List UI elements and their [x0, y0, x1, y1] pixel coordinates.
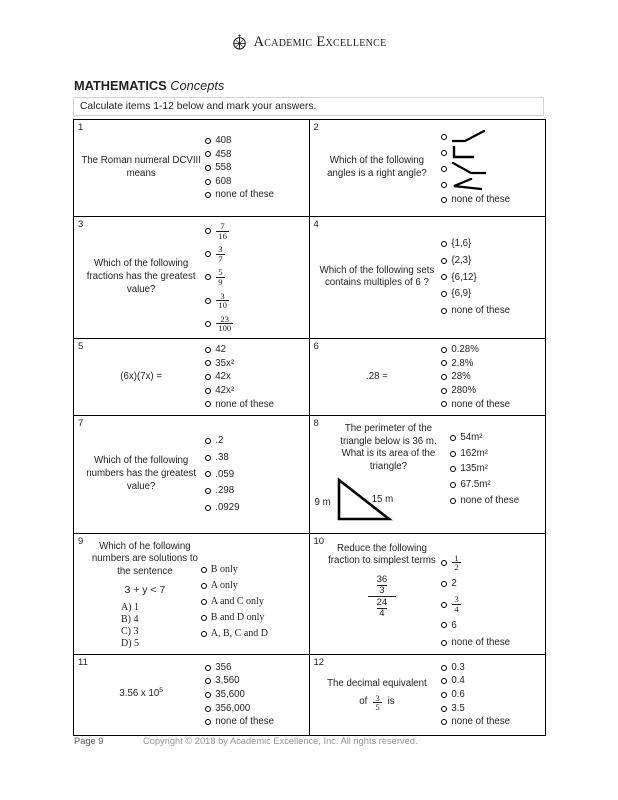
- option-item[interactable]: [441, 384, 541, 398]
- radio-icon[interactable]: [201, 567, 207, 573]
- option-item[interactable]: [441, 674, 541, 688]
- compass-emblem-icon: [231, 34, 248, 51]
- instruction-text: Calculate items 1-12 below and mark your answers.: [80, 101, 317, 112]
- option-item[interactable]: [450, 447, 541, 461]
- radio-icon[interactable]: [205, 401, 211, 407]
- option-label: 67.5m²: [460, 479, 491, 491]
- radio-icon[interactable]: [441, 291, 447, 297]
- option-item[interactable]: [441, 619, 541, 633]
- radio-icon[interactable]: [205, 321, 211, 327]
- radio-icon[interactable]: [205, 165, 211, 171]
- question-stem: The Roman numeral DCVIII means: [81, 155, 201, 179]
- option-item[interactable]: [441, 715, 541, 729]
- question-number: 5: [78, 340, 84, 352]
- option-item[interactable]: [205, 161, 304, 175]
- radio-icon[interactable]: [441, 640, 447, 646]
- option-label: 35x²: [215, 357, 235, 369]
- question-cell-2: [310, 120, 546, 216]
- question-cell-1: [74, 120, 310, 216]
- option-item[interactable]: [441, 193, 541, 207]
- option-item[interactable]: [450, 494, 541, 508]
- radio-icon[interactable]: [205, 706, 211, 712]
- radio-icon[interactable]: [441, 622, 447, 628]
- option-label: .0929: [215, 501, 240, 513]
- option-item[interactable]: [205, 148, 304, 162]
- option-label: 42x²: [215, 384, 235, 396]
- option-item[interactable]: [205, 370, 304, 384]
- options-list: [201, 541, 305, 641]
- option-label: none of these: [215, 716, 274, 728]
- option-item[interactable]: [205, 188, 304, 202]
- radio-icon[interactable]: [205, 719, 211, 725]
- question-expression: 3 + y < 7: [124, 584, 166, 597]
- option-label: none of these: [215, 189, 274, 201]
- radio-icon[interactable]: [441, 308, 447, 314]
- option-label: none of these: [451, 716, 511, 728]
- option-item[interactable]: [441, 237, 541, 251]
- option-item[interactable]: [205, 702, 304, 716]
- question-number: 4: [313, 219, 319, 230]
- radio-icon[interactable]: [441, 665, 447, 671]
- option-item[interactable]: [205, 221, 304, 241]
- radio-icon[interactable]: [441, 258, 447, 264]
- question-number: 2: [313, 122, 319, 133]
- radio-icon[interactable]: [205, 151, 211, 157]
- obtuse-angle-down-figure-icon: [451, 162, 487, 175]
- radio-icon[interactable]: [441, 347, 447, 353]
- option-item[interactable]: [201, 595, 305, 609]
- option-item[interactable]: [201, 627, 305, 641]
- option-item[interactable]: [205, 434, 304, 448]
- triangle-figure-row: [315, 476, 394, 529]
- options-list: [205, 434, 304, 514]
- choice-item: D) 5: [121, 637, 140, 649]
- question-stem: 3.56 x $10^5$: [119, 687, 163, 700]
- question-stem: Which of the following sets contains multiples of 6 ?: [319, 264, 435, 289]
- option-item[interactable]: [205, 661, 304, 675]
- radio-icon[interactable]: [205, 347, 211, 353]
- option-label: 0.3: [451, 661, 465, 673]
- copyright-text: Copyright © 2018 by Academic Excellence, Inc. All rights reserved.: [143, 736, 418, 746]
- radio-icon[interactable]: [205, 374, 211, 380]
- option-item[interactable]: [450, 431, 541, 445]
- instruction-bar: [73, 97, 544, 116]
- radio-icon[interactable]: [201, 599, 207, 605]
- option-item[interactable]: [201, 579, 305, 593]
- option-label: {6,9}: [451, 288, 472, 300]
- question-stem: Which of the following fractions has the greatest value?: [86, 258, 196, 295]
- option-item[interactable]: [205, 267, 304, 287]
- complex-fraction: [325, 575, 440, 618]
- option-item[interactable]: [441, 343, 541, 357]
- option-label: 458: [215, 148, 232, 160]
- fraction-option: $\frac{5}{9}$: [218, 267, 223, 287]
- question-number: 1: [78, 122, 84, 133]
- page-footer: [0, 736, 618, 750]
- radio-icon[interactable]: [201, 583, 207, 589]
- option-label: 356: [215, 661, 232, 673]
- question-row: [74, 120, 545, 217]
- radio-icon[interactable]: [205, 388, 211, 394]
- question-number: 12: [313, 656, 325, 668]
- brand-header: [0, 34, 618, 51]
- question-stem-of: of: [359, 696, 368, 708]
- option-item[interactable]: [205, 715, 304, 729]
- option-item[interactable]: [441, 287, 541, 301]
- option-label: 3,560: [215, 675, 240, 687]
- option-item[interactable]: [441, 129, 541, 144]
- radio-icon[interactable]: [450, 498, 456, 504]
- option-label: 558: [215, 162, 232, 174]
- option-label: 54m²: [460, 432, 483, 444]
- brand-name: Academic Excellence: [253, 34, 387, 50]
- question-figure-block: [315, 423, 449, 528]
- radio-icon[interactable]: [441, 134, 447, 140]
- question-number: 10: [313, 535, 325, 547]
- option-item[interactable]: [205, 134, 304, 148]
- question-row: [74, 655, 545, 735]
- option-item[interactable]: [450, 478, 541, 492]
- option-item[interactable]: [441, 145, 541, 160]
- option-item[interactable]: [441, 553, 541, 573]
- radio-icon[interactable]: [441, 150, 447, 156]
- option-label: .2: [215, 435, 224, 447]
- radio-icon[interactable]: [441, 706, 447, 712]
- radio-icon[interactable]: [441, 678, 447, 684]
- question-cell-6: [310, 339, 546, 415]
- page-number-label: Page 9: [74, 736, 104, 746]
- radio-icon[interactable]: [441, 182, 447, 188]
- subject-label: MATHEMATICS: [74, 78, 167, 93]
- option-item[interactable]: [441, 398, 541, 412]
- radio-icon[interactable]: [450, 482, 456, 488]
- option-item[interactable]: [205, 398, 304, 412]
- obtuse-angle-up-figure-icon: [451, 130, 487, 143]
- option-label: {2,3}: [451, 255, 472, 266]
- option-label: 0.4: [451, 675, 465, 687]
- choice-item: B) 4: [121, 614, 139, 626]
- question-stem-line1: The decimal equivalent: [327, 677, 427, 689]
- fraction-option: $\frac{3}{4}$: [454, 594, 459, 614]
- option-label: 28%: [451, 371, 471, 383]
- question-stem: Reduce the following fraction to simplest terms: [328, 542, 436, 567]
- radio-icon[interactable]: [205, 179, 211, 185]
- fraction-option: $\frac{23}{100}$: [218, 313, 232, 334]
- option-label: .38: [215, 451, 229, 463]
- radio-icon[interactable]: [450, 466, 456, 472]
- question-stem: The perimeter of the triangle below is 36 m. What is its area of the triangle?: [340, 423, 437, 472]
- question-row: [74, 534, 545, 655]
- option-item[interactable]: [441, 177, 541, 192]
- question-cell-11: [74, 655, 310, 735]
- option-label: 408: [215, 134, 232, 146]
- radio-icon[interactable]: [441, 360, 447, 366]
- option-label: .059: [215, 468, 235, 480]
- question-number: 8: [313, 418, 319, 430]
- option-label: 356,000: [215, 702, 251, 714]
- option-label: none of these: [451, 637, 511, 649]
- radio-icon[interactable]: [441, 388, 447, 394]
- options-list: [205, 343, 304, 411]
- option-item[interactable]: [205, 451, 304, 465]
- fraction-option: $\frac{3}{7}$: [218, 244, 223, 264]
- option-label: 35,600: [215, 689, 245, 701]
- fraction-denominator: $\frac{24}{4}$: [376, 597, 388, 619]
- option-label: 162m²: [460, 447, 488, 459]
- options-list: [441, 543, 541, 650]
- question-stem: [315, 678, 440, 712]
- radio-icon[interactable]: [441, 401, 447, 407]
- subtitle-label: Concepts: [170, 78, 225, 93]
- question-row: [74, 217, 545, 339]
- radio-icon[interactable]: [201, 615, 207, 621]
- options-list: [441, 129, 541, 207]
- option-item[interactable]: [441, 370, 541, 384]
- options-list: [441, 343, 541, 411]
- option-label: B only: [210, 563, 238, 575]
- radio-icon[interactable]: [205, 665, 211, 671]
- option-label: 280%: [451, 384, 477, 396]
- option-item[interactable]: [441, 304, 541, 318]
- option-item[interactable]: [205, 384, 304, 398]
- option-label: 2.8%: [451, 357, 474, 369]
- radio-icon[interactable]: [205, 488, 211, 494]
- option-item[interactable]: [205, 484, 304, 498]
- option-item[interactable]: [441, 271, 541, 285]
- option-label: A only: [210, 579, 238, 591]
- option-item[interactable]: [441, 254, 541, 268]
- page-title: [74, 78, 224, 93]
- option-label: none of these: [451, 194, 511, 206]
- radio-icon[interactable]: [205, 505, 211, 511]
- option-item[interactable]: [205, 314, 304, 334]
- radio-icon[interactable]: [450, 435, 456, 441]
- option-label: 608: [215, 175, 232, 187]
- option-item[interactable]: [441, 577, 541, 591]
- question-number: 6: [313, 340, 319, 352]
- option-label: 0.6: [451, 689, 465, 701]
- radio-icon[interactable]: [205, 274, 211, 280]
- triangle-hypotenuse-label: 15 m: [371, 493, 394, 505]
- radio-icon[interactable]: [205, 138, 211, 144]
- options-list: [205, 221, 304, 334]
- question-stem: Which of he following numbers are solutions to the sentence: [91, 540, 198, 577]
- radio-icon[interactable]: [201, 631, 207, 637]
- option-item[interactable]: [205, 674, 304, 688]
- question-row: [74, 416, 545, 533]
- option-item[interactable]: [441, 688, 541, 702]
- question-number: 3: [78, 219, 84, 230]
- option-label: none of these: [451, 398, 511, 410]
- question-cell-9: [74, 534, 310, 654]
- question-stem: Which of the following angles is a right angle?: [327, 155, 427, 179]
- options-list: [441, 661, 541, 729]
- options-list: [441, 237, 541, 317]
- radio-icon[interactable]: [450, 451, 456, 457]
- option-item[interactable]: [201, 611, 305, 625]
- question-number: 7: [78, 418, 84, 430]
- radio-icon[interactable]: [205, 192, 211, 198]
- options-list: [450, 423, 541, 507]
- question-cell-4: [310, 217, 546, 338]
- option-label: none of these: [460, 494, 520, 506]
- radio-icon[interactable]: [205, 360, 211, 366]
- question-grid: [73, 119, 546, 736]
- radio-icon[interactable]: [441, 197, 447, 203]
- radio-icon[interactable]: [205, 228, 211, 234]
- fraction-option: $\frac{1}{2}$: [454, 552, 459, 573]
- option-label: 42x: [215, 371, 231, 383]
- fraction-numerator: $\frac{36}{3}$: [376, 574, 388, 596]
- option-item[interactable]: [201, 563, 305, 577]
- triangle-leg-label: 9 m: [314, 496, 331, 508]
- option-item[interactable]: [441, 661, 541, 675]
- option-item[interactable]: [205, 343, 304, 357]
- option-label: 0.28%: [451, 343, 479, 355]
- radio-icon[interactable]: [441, 374, 447, 380]
- question-stem: (6x)(7x) =: [120, 370, 162, 382]
- choice-list: [79, 602, 199, 649]
- option-item[interactable]: [205, 244, 304, 264]
- radio-icon[interactable]: [205, 455, 211, 461]
- acute-angle-figure-icon: [451, 178, 487, 191]
- option-label: 2: [451, 577, 457, 589]
- option-label: 6: [451, 619, 457, 631]
- option-item[interactable]: [205, 468, 304, 482]
- option-label: A, B, C and D: [210, 627, 269, 639]
- question-cell-10: [310, 534, 546, 654]
- radio-icon[interactable]: [205, 438, 211, 444]
- radio-icon[interactable]: [441, 602, 447, 608]
- option-label: {6,12}: [451, 271, 477, 283]
- question-stem: Which of the following numbers has the greatest value?: [86, 455, 197, 492]
- option-label: A and C only: [210, 595, 264, 607]
- choice-item: A) 1: [121, 602, 140, 614]
- radio-icon[interactable]: [441, 581, 447, 587]
- radio-icon[interactable]: [205, 678, 211, 684]
- option-label: 3.5: [451, 702, 465, 714]
- question-number: 9: [78, 535, 84, 547]
- option-item[interactable]: [205, 501, 304, 515]
- question-cell-3: [74, 217, 310, 338]
- option-item[interactable]: [450, 462, 541, 476]
- radio-icon[interactable]: [205, 298, 211, 304]
- radio-icon[interactable]: [205, 471, 211, 477]
- question-cell-8: [310, 416, 546, 532]
- question-cell-7: [74, 416, 310, 532]
- radio-icon[interactable]: [205, 251, 211, 257]
- radio-icon[interactable]: [441, 560, 447, 566]
- option-label: 135m²: [460, 463, 488, 475]
- option-label: {1,6}: [451, 238, 472, 250]
- choice-item: C) 3: [121, 626, 139, 637]
- question-stem-is: is: [387, 696, 395, 708]
- option-item[interactable]: [441, 161, 541, 176]
- option-label: none of these: [215, 398, 274, 410]
- option-label: .298: [215, 485, 235, 497]
- option-item[interactable]: [441, 594, 541, 614]
- fraction-option: $\frac{7}{16}$: [218, 221, 227, 241]
- radio-icon[interactable]: [441, 274, 447, 280]
- question-stem: .28 =: [366, 370, 388, 382]
- option-item[interactable]: [441, 702, 541, 716]
- fraction-inline: $\frac{3}{5}$: [375, 692, 380, 713]
- radio-icon[interactable]: [441, 719, 447, 725]
- exponent: 5: [159, 687, 163, 695]
- option-item[interactable]: [205, 175, 304, 189]
- question-cell-12: [310, 655, 546, 735]
- option-item[interactable]: [441, 636, 541, 650]
- right-angle-figure-icon: [451, 146, 487, 159]
- option-item[interactable]: [205, 688, 304, 702]
- fraction-option: $\frac{3}{10}$: [218, 290, 227, 311]
- options-list: [205, 661, 304, 729]
- option-item[interactable]: [205, 291, 304, 311]
- radio-icon[interactable]: [441, 241, 447, 247]
- question-row: [74, 339, 545, 416]
- option-label: 42: [215, 343, 227, 355]
- radio-icon[interactable]: [205, 692, 211, 698]
- question-number: 11: [78, 656, 88, 668]
- option-item[interactable]: [441, 357, 541, 371]
- option-label: none of these: [451, 304, 511, 316]
- radio-icon[interactable]: [441, 692, 447, 698]
- option-item[interactable]: [205, 357, 304, 371]
- question-cell-5: [74, 339, 310, 415]
- options-list: [205, 134, 304, 202]
- option-label: B and D only: [210, 611, 265, 623]
- radio-icon[interactable]: [441, 166, 447, 172]
